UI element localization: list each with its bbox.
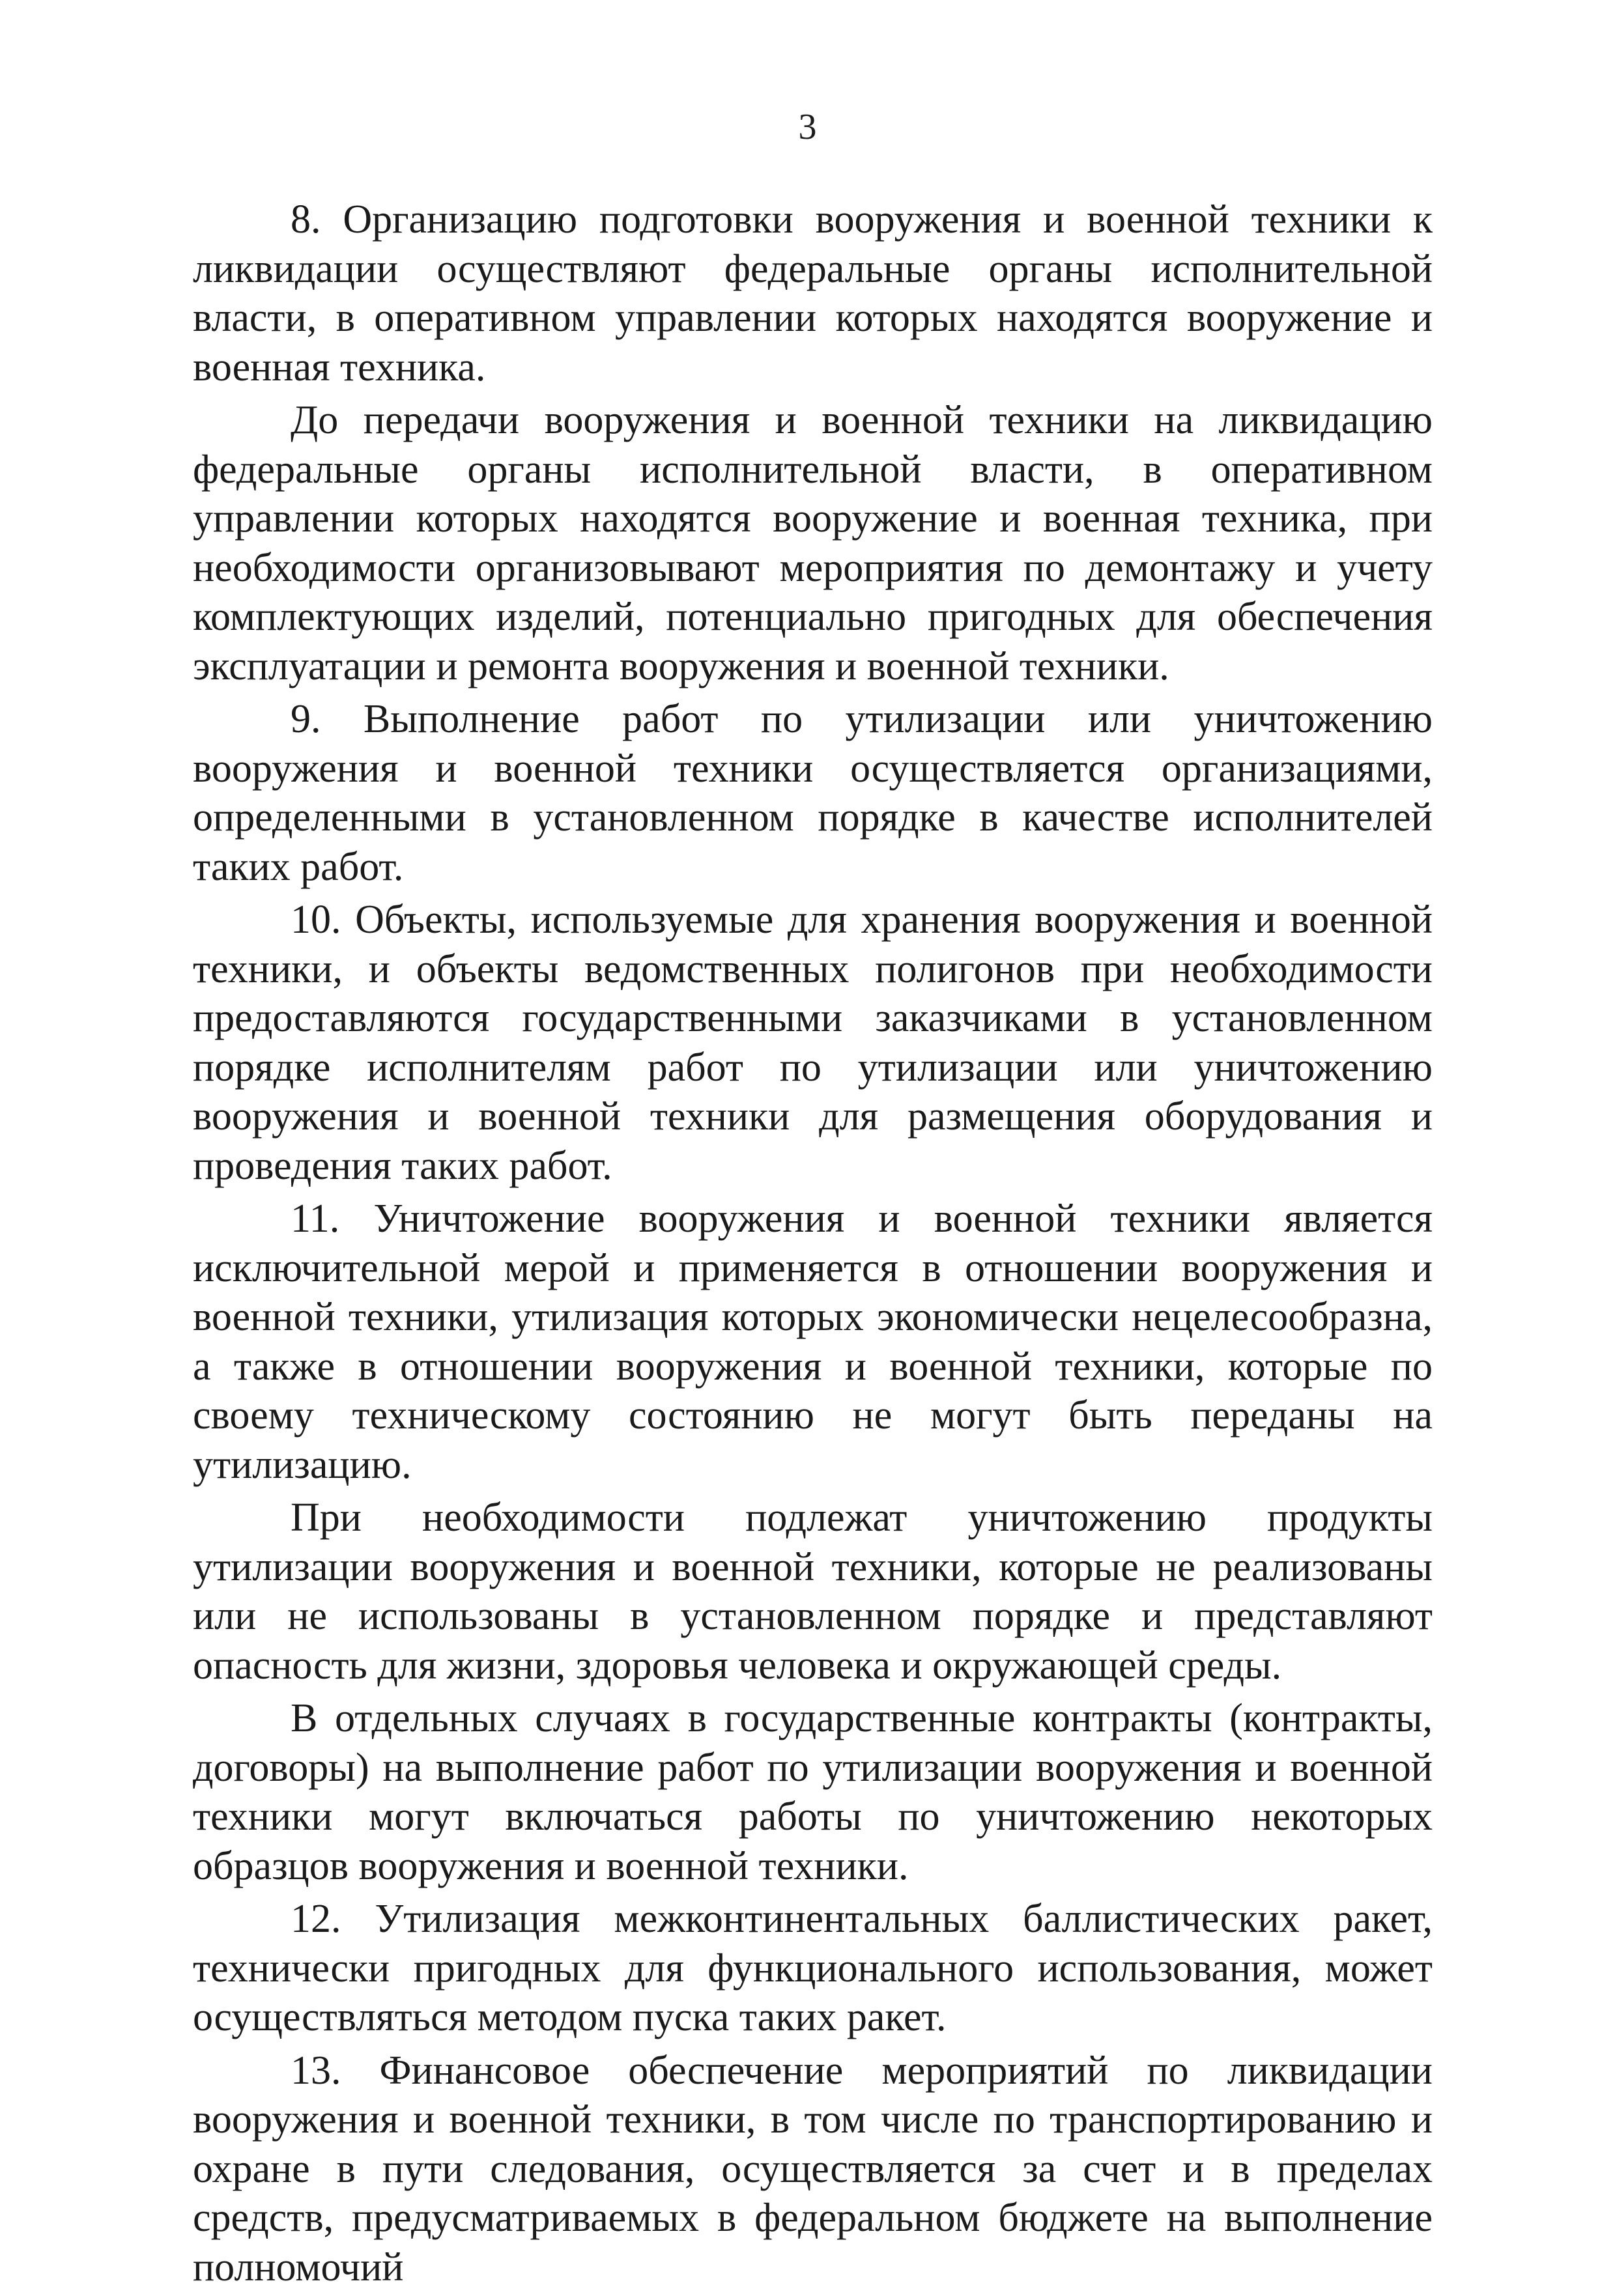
paragraph-10: 10. Объекты, используемые для хранения вооружения и военной техники, и объекты ведомственных полигонов при необходимости предоставляются государственными заказчиками в установленном порядке исполнителям работ по утилизации или уничтожению вооружения и военной техники для размещения оборудования и проведения таких работ. xyxy=(193,898,1433,1188)
paragraph-11-destruction-products: При необходимости подлежат уничтожению продукты утилизации вооружения и военной техники, которые не реализованы или не использованы в установленном порядке и представляют опасность для жизни, здоровья человека и окружающей среды. xyxy=(193,1495,1433,1688)
paragraph-8: 8. Организацию подготовки вооружения и военной техники к ликвидации осуществляют федеральные органы исполнительной власти, в оперативном управлении которых находятся вооружение и военная техника. xyxy=(193,197,1433,390)
paragraph-12: 12. Утилизация межконтинентальных баллистических ракет, технически пригодных для функционального использования, может осуществляться методом пуска таких ракет. xyxy=(193,1897,1433,2039)
paragraph-11: 11. Уничтожение вооружения и военной техники является исключительной мерой и применяется в отношении вооружения и военной техники, утилизация которых экономически нецелесообразна, а также в отношении вооружения и военной техники, которые по своему техническому состоянию не могут быть переданы на утилизацию. xyxy=(193,1197,1433,1487)
paragraph-8-continued: До передачи вооружения и военной техники на ликвидацию федеральные органы исполнительной власти, в оперативном управлении которых находятся вооружение и военная техника, при необходимости организовывают мероприятия по демонтажу и учету комплектующих изделий, потенциально пригодных для обеспечения эксплуатации и ремонта вооружения и военной техники. xyxy=(193,398,1433,688)
paragraph-13: 13. Финансовое обеспечение мероприятий по ликвидации вооружения и военной техники, в том числе по транспортированию и охране в пути следования, осуществляется за счет и в пределах средств, предусматриваемых в федеральном бюджете на выполнение полномочий xyxy=(193,2048,1433,2289)
paragraph-11-contracts: В отдельных случаях в государственные контракты (контракты, договоры) на выполнение работ по утилизации вооружения и военной техники могут включаться работы по уничтожению некоторых образцов вооружения и военной техники. xyxy=(193,1696,1433,1888)
paragraph-9: 9. Выполнение работ по утилизации или уничтожению вооружения и военной техники осуществляется организациями, определенными в установленном порядке в качестве исполнителей таких работ. xyxy=(193,697,1433,889)
page-number: 3 xyxy=(798,107,817,147)
document-body xyxy=(193,195,1433,2296)
